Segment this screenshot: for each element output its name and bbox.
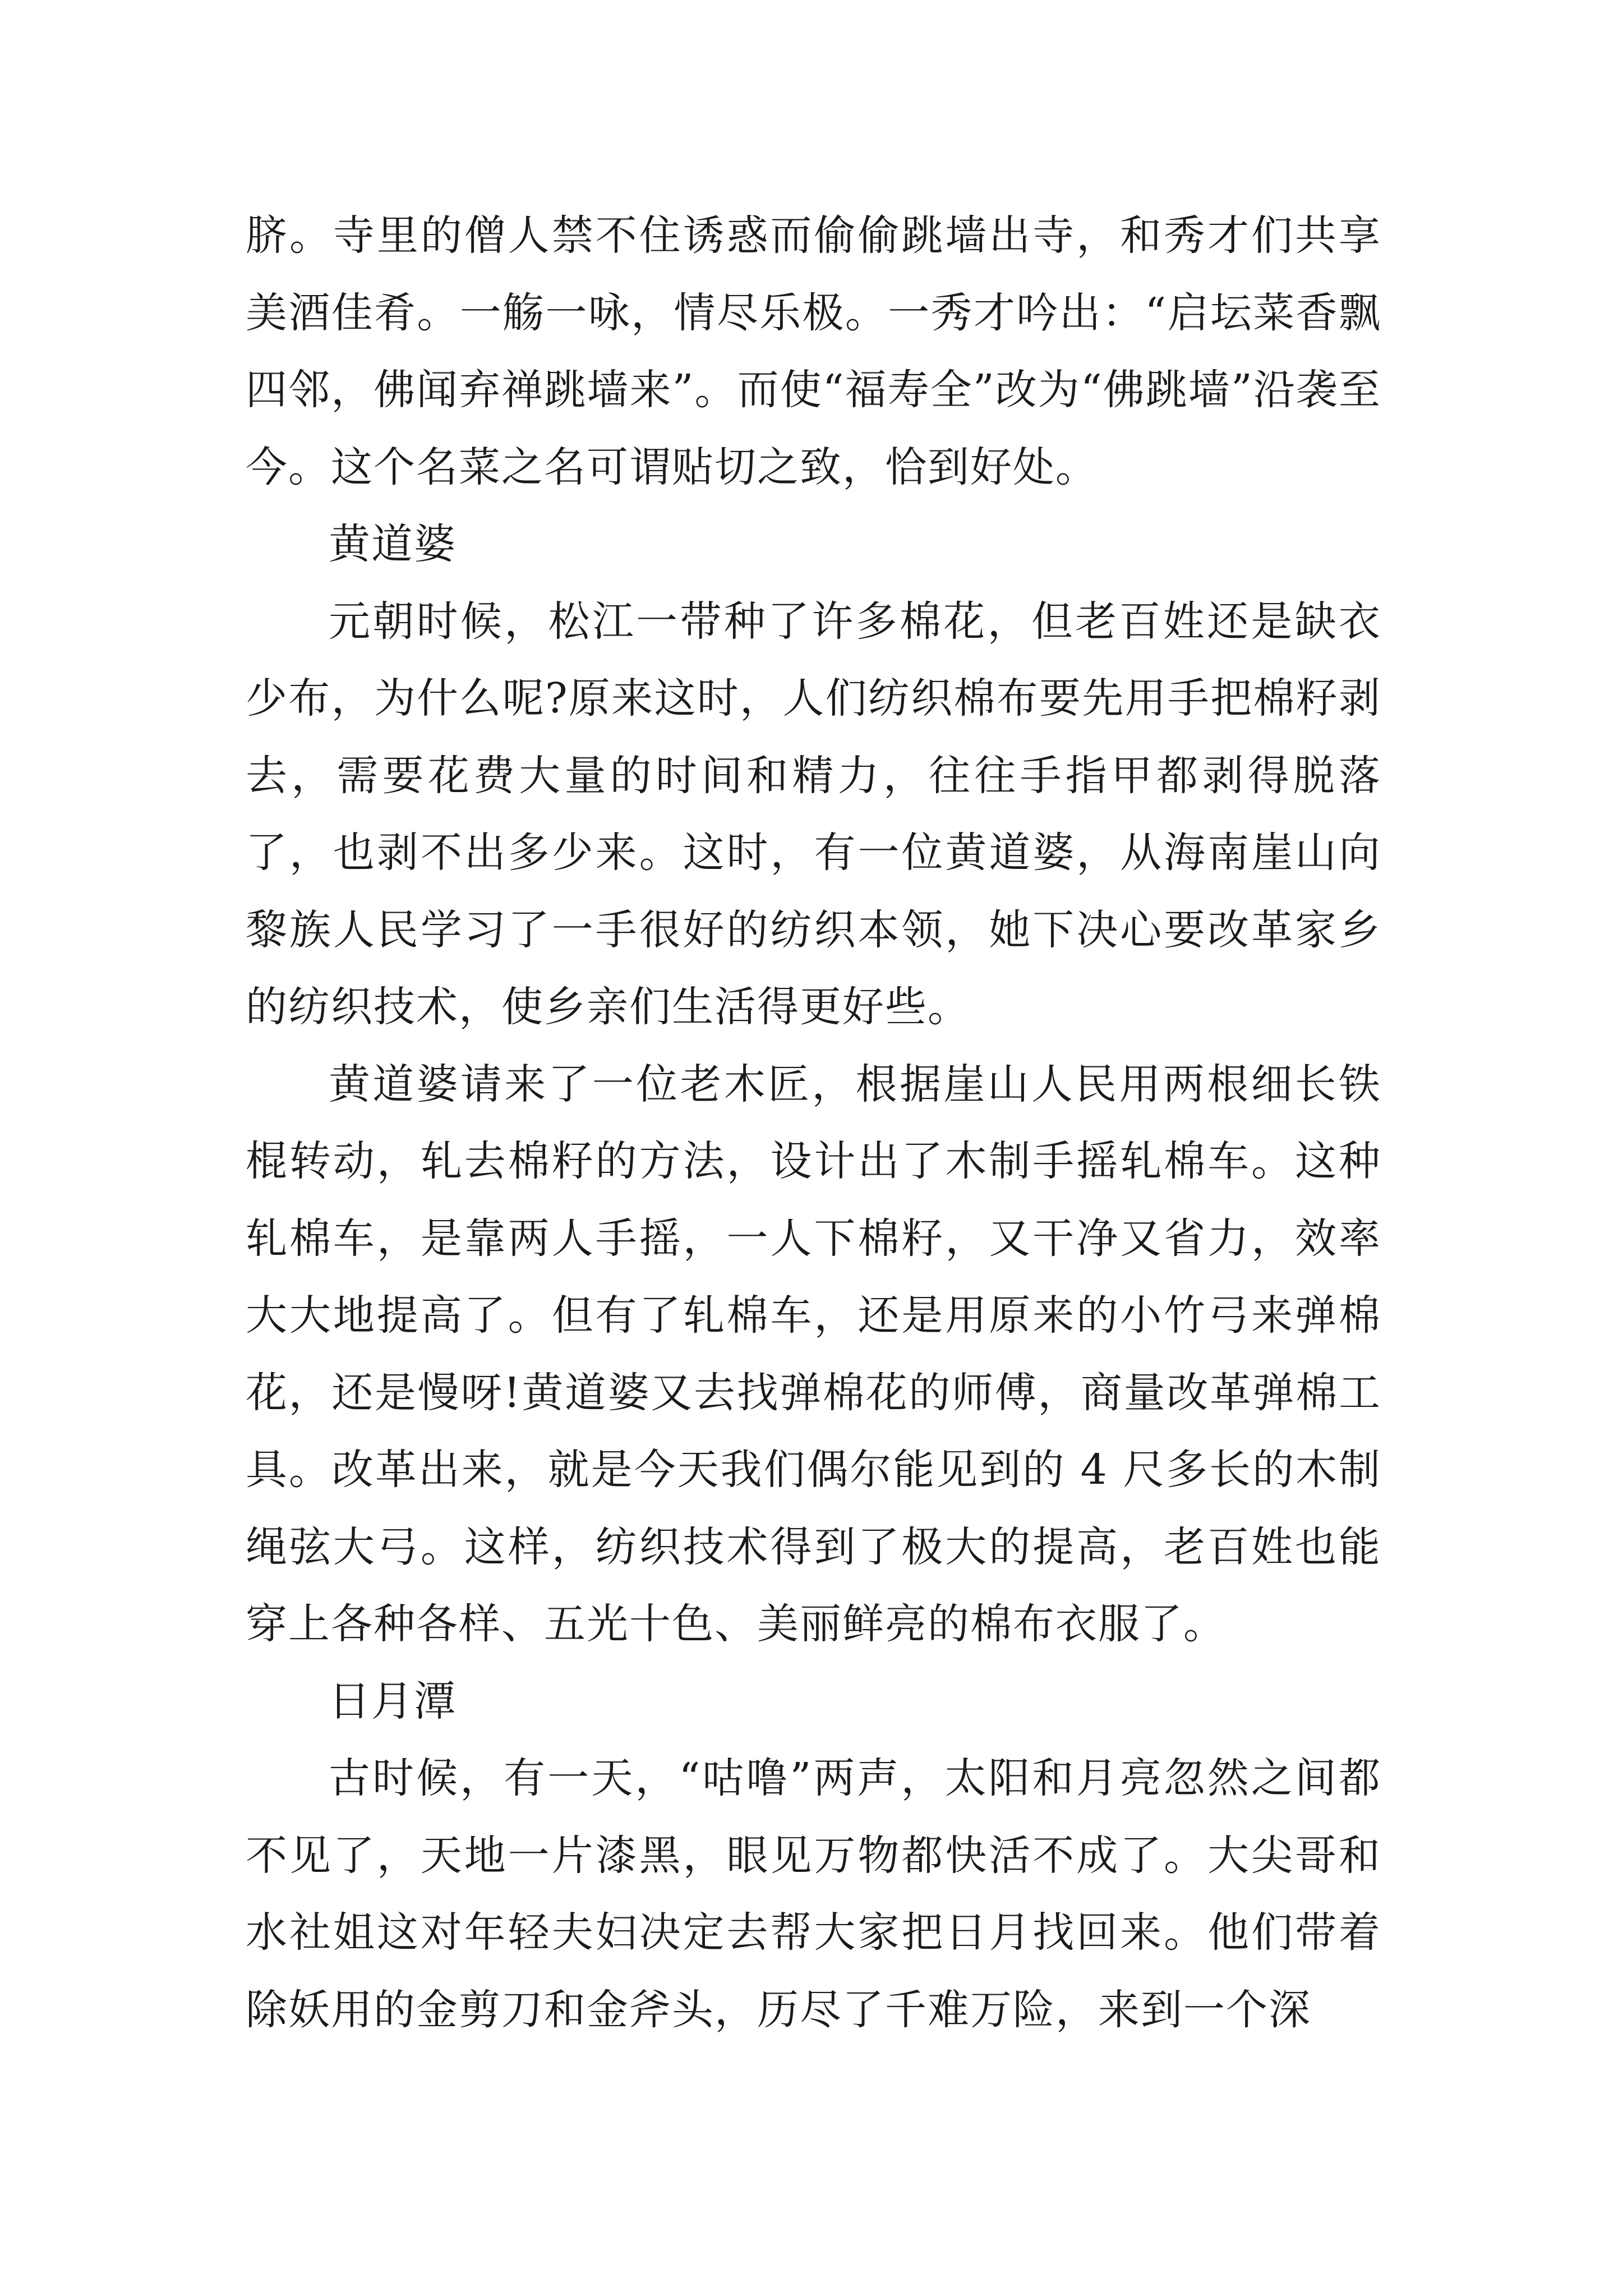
section-heading-huangdaopo: 黄道婆 xyxy=(329,520,457,568)
paragraph-huangdaopo-2: 黄道婆请来了一位老木匠，根据崖山人民用两根细长铁棍转动，轧去棉籽的方法，设计出了木制手摇轧棉车。这种轧棉车，是靠两人手摇，一人下棉籽，又干净又省力，效率大大地提高了。但有了轧棉车，还是用原来的小竹弓来弹棉花，还是慢呀!黄道婆又去找弹棉花的师傅，商量改革弹棉工具。改革出来，就是今天我们偶尔能见到的 4 尺多长的木制绳弦大弓。这样，纺织技术得到了极大的提高，老百姓也能穿上各种各样、五光十色、美丽鲜亮的棉布衣服了。 xyxy=(246,1060,1381,1648)
text-column xyxy=(246,197,1381,2049)
paragraph-huangdaopo-1: 元朝时候，松江一带种了许多棉花，但老百姓还是缺衣少布，为什么呢?原来这时，人们纺织棉布要先用手把棉籽剥去，需要花费大量的时间和精力，往往手指甲都剥得脱落了，也剥不出多少来。这时，有一位黄道婆，从海南崖山向黎族人民学习了一手很好的纺织本领，她下决心要改革家乡的纺织技术，使乡亲们生活得更好些。 xyxy=(246,597,1381,1031)
paragraph-riyuetan-1: 古时候，有一天，“咕噜”两声，太阳和月亮忽然之间都不见了，天地一片漆黑，眼见万物都快活不成了。大尖哥和水社姐这对年轻夫妇决定去帮大家把日月找回来。他们带着除妖用的金剪刀和金斧头，历尽了千难万险，来到一个深 xyxy=(246,1754,1381,2034)
paragraph-fotiaoqiang-ending: 脐。寺里的僧人禁不住诱惑而偷偷跳墙出寺，和秀才们共享美酒佳肴。一觞一咏，情尽乐极。一秀才吟出：“启坛菜香飘四邻，佛闻弃禅跳墙来”。而使“福寿全”改为“佛跳墙”沿袭至今。这个名菜之名可谓贴切之致，恰到好处。 xyxy=(246,211,1381,491)
section-heading-riyuetan: 日月潭 xyxy=(329,1677,457,1726)
